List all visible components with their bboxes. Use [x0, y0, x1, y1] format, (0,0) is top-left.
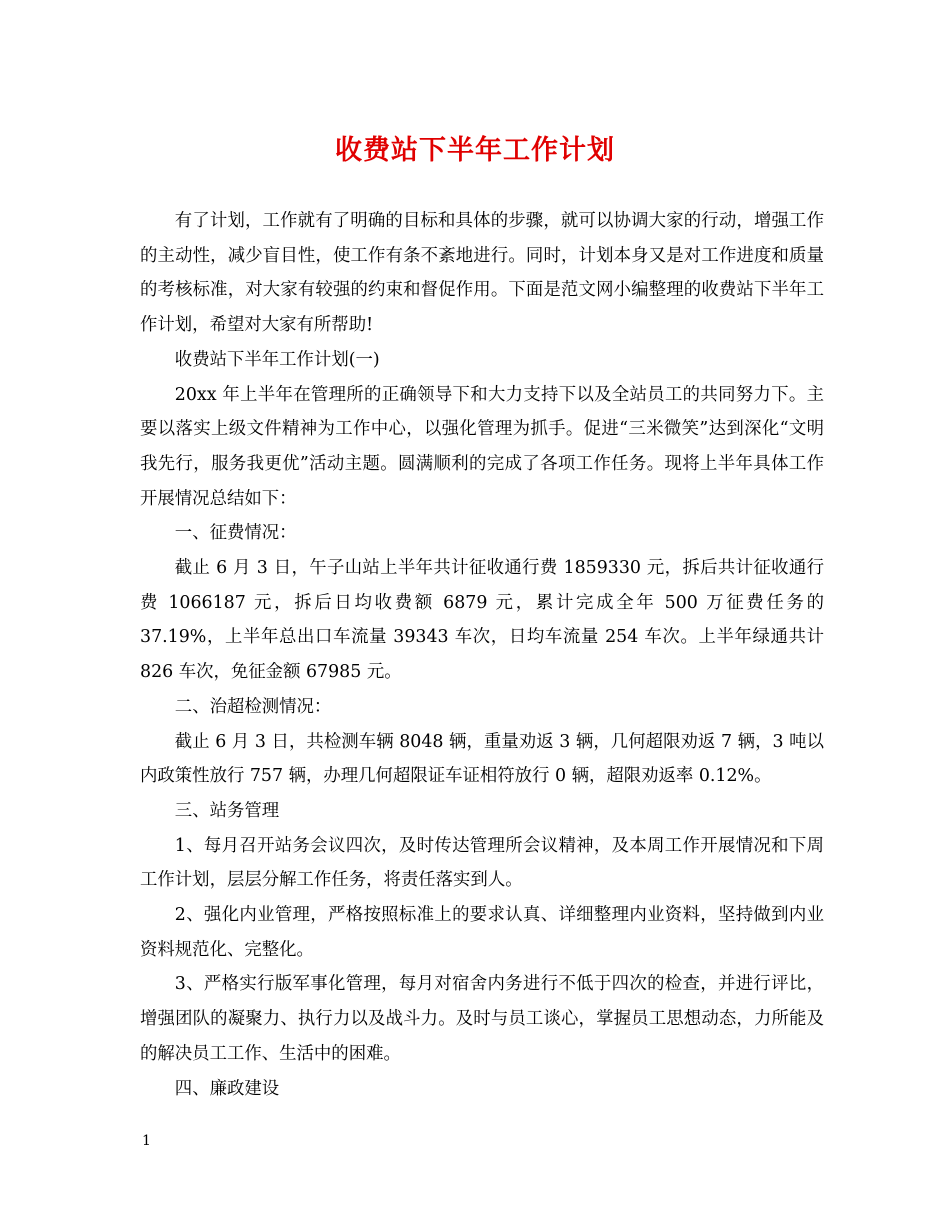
paragraph-toll: 截止 6 月 3 日，午子山站上半年共计征收通行费 1859330 元，拆后共计征收通行费 1066187 元，拆后日均收费额 6879 元，累计完成全年 500 万征费任务的 37.19%，上半年总出口车流量 39343 车次，日均车流量 254 车次。上半年绿通共计 826 车次，免征金额 67985 元。	[140, 558, 824, 683]
paragraph-station-2: 2、强化内业管理，严格按照标准上的要求认真、详细整理内业资料，坚持做到内业资料规范化、完整化。	[140, 905, 824, 960]
paragraph-station-1: 1、每月召开站务会议四次，及时传达管理所会议精神，及本周工作开展情况和下周工作计划，层层分解工作任务，将责任落实到人。	[140, 835, 824, 891]
document-title: 收费站下半年工作计划	[335, 135, 615, 166]
page-number: 1	[142, 1133, 151, 1149]
paragraph-summary: 20xx 年上半年在管理所的正确领导下和大力支持下以及全站员工的共同努力下。主要以落实上级文件精神为工作中心，以强化管理为抓手。促进“三米微笑”达到深化“文明我先行，服务我更优”活动主题。圆满顺利的完成了各项工作任务。现将上半年具体工作开展情况总结如下：	[140, 384, 824, 509]
section-heading-station: 三、站务管理	[174, 800, 280, 821]
paragraph-intro: 有了计划，工作就有了明确的目标和具体的步骤，就可以协调大家的行动，增强工作的主动性，减少盲目性，使工作有条不紊地进行。同时，计划本身又是对工作进度和质量的考核标准，对大家有较强的约束和督促作用。下面是范文网小编整理的收费站下半年工作计划，希望对大家有所帮助!	[140, 211, 824, 336]
section-heading-overload: 二、治超检测情况：	[174, 696, 332, 717]
paragraph-plan-heading: 收费站下半年工作计划(一)	[174, 349, 380, 370]
section-heading-toll: 一、征费情况：	[174, 523, 297, 544]
document-body	[140, 204, 824, 1106]
paragraph-overload: 截止 6 月 3 日，共检测车辆 8048 辆，重量劝返 3 辆，几何超限劝返 7 辆，3 吨以内政策性放行 757 辆，办理几何超限证车证相符放行 0 辆，超限劝返率 0.12%。	[140, 731, 824, 787]
paragraph-station-3: 3、严格实行版军事化管理，每月对宿舍内务进行不低于四次的检查，并进行评比，增强团队的凝聚力、执行力以及战斗力。及时与员工谈心，掌握员工思想动态，力所能及的解决员工工作、生活中的困难。	[140, 974, 824, 1064]
section-heading-integrity: 四、廉政建设	[174, 1078, 280, 1099]
